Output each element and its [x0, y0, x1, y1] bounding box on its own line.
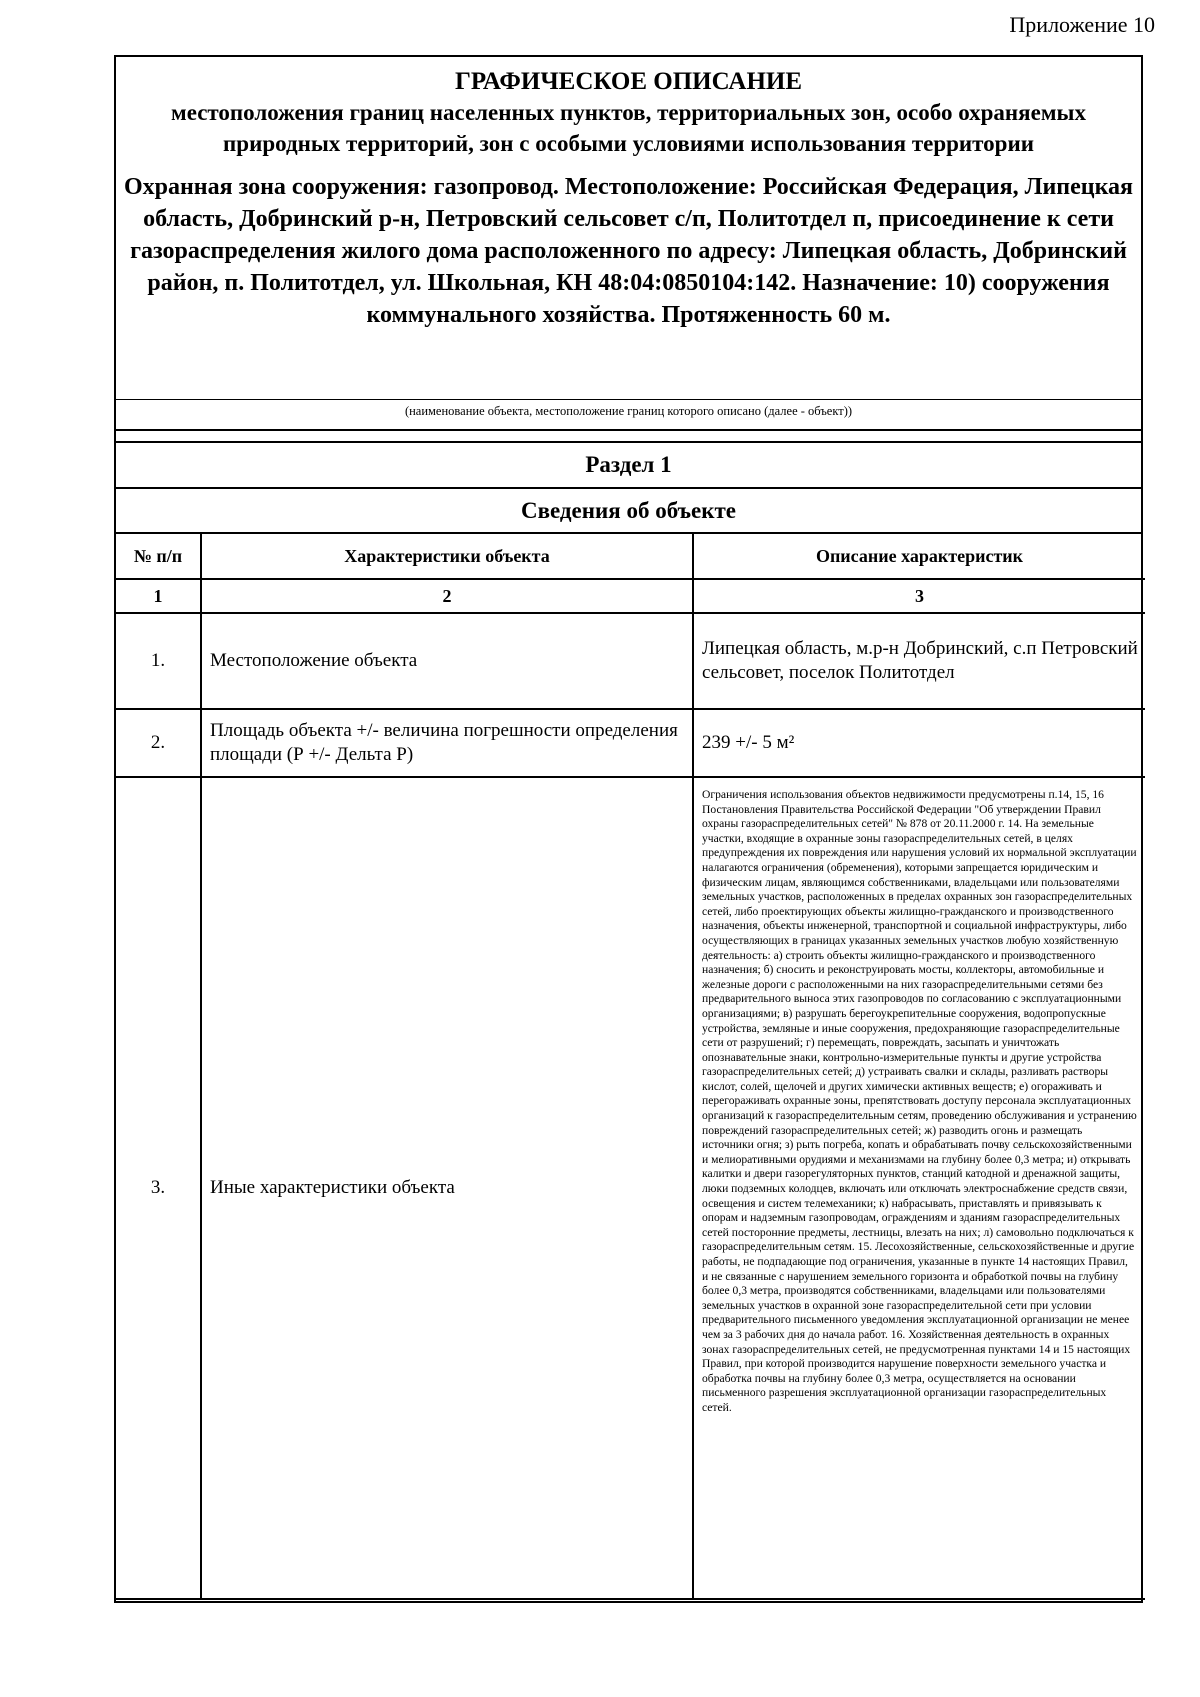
- document-header: [116, 57, 1141, 399]
- column-header: Характеристики объекта: [201, 534, 693, 579]
- table-row: [116, 613, 1145, 709]
- row-number: 2.: [116, 709, 201, 777]
- row-number: 1.: [116, 613, 201, 709]
- document-frame: [114, 55, 1143, 1603]
- section-title: Сведения об объекте: [116, 489, 1141, 534]
- object-name-hint: (наименование объекта, местоположение границ которого описано (далее - объект)): [116, 399, 1141, 431]
- row-number: 3.: [116, 777, 201, 1599]
- section-label: Раздел 1: [116, 443, 1141, 489]
- table-row: [116, 709, 1145, 777]
- spacer-band: [116, 431, 1141, 443]
- table-row: [116, 777, 1145, 1599]
- column-number: 1: [116, 579, 201, 613]
- table-header-row: [116, 534, 1145, 579]
- object-info-table: [116, 534, 1145, 1600]
- appendix-label: Приложение 10: [1009, 12, 1155, 37]
- row-characteristic: Иные характеристики объекта: [201, 777, 693, 1599]
- row-characteristic: Площадь объекта +/- величина погрешности определения площади (Р +/- Дельта Р): [201, 709, 693, 777]
- column-header: № п/п: [116, 534, 201, 579]
- document-subtitle: местоположения границ населенных пунктов, территориальных зон, особо охраняемых природных территорий, зон с особыми условиями использования территории: [171, 100, 1086, 156]
- column-header: Описание характеристик: [693, 534, 1145, 579]
- row-description: 239 +/- 5 м²: [693, 709, 1145, 777]
- column-number-row: [116, 579, 1145, 613]
- row-description: Ограничения использования объектов недвижимости предусмотрены п.14, 15, 16 Постановления Правительства Российской Федерации "Об утверждении Правил охраны газораспределительных сетей" № 878 от 20.11.2000 г. 14. На земельные участки, входящие в охранные зоны газораспределительных сетей, в целях предупреждения их повреждения или нарушения условий их нормальной эксплуатации налагаются ограничения (обременения), которыми запрещается юридическим и физическим лицам, являющимся собственниками, владельцами или пользователями земельных участков, расположенных в пределах охранных зон газораспределительных сетей, либо проектирующих объекты жилищно-гражданского и производственного назначения, объекты инженерной, транспортной и социальной инфраструктуры, либо осуществляющих в границах указанных земельных участков любую хозяйственную деятельность: а) строить объекты жилищно-гражданского и производственного назначения; б) сносить и реконструировать мосты, коллекторы, автомобильные и железные дороги с расположенными на них газораспределительными сетями без предварительного выноса этих газопроводов по согласованию с эксплуатационными организациями; в) разрушать берегоукрепительные сооружения, водопропускные устройства, земляные и иные сооружения, предохраняющие газораспределительные сети от разрушений; г) перемещать, повреждать, засыпать и уничтожать опознавательные знаки, контрольно-измерительные пункты и другие устройства газораспределительных сетей; д) устраивать свалки и склады, разливать растворы кислот, солей, щелочей и других химически активных веществ; е) огораживать и перегораживать охранные зоны, препятствовать доступу персонала эксплуатационных организаций к газораспределительным сетям, проведению обслуживания и устранению повреждений газораспределительных сетей; ж) разводить огонь и размещать источники огня; з) рыть погреба, копать и обрабатывать почву сельскохозяйственными и мелиоративными орудиями и механизмами на глубину более 0,3 метра; и) открывать калитки и двери газорегуляторных пунктов, станций катодной и дренажной защиты, люки подземных колодцев, включать или отключать электроснабжение средств связи, освещения и систем телемеханики; к) набрасывать, приставлять и привязывать к опорам и надземным газопроводам, ограждениям и зданиям газораспределительных сетей посторонние предметы, лестницы, влезать на них; л) самовольно подключаться к газораспределительным сетям. 15. Лесохозяйственные, сельскохозяйственные и другие работы, не подпадающие под ограничения, указанные в пункте 14 настоящих Правил, и не связанные с нарушением земельного горизонта и обработкой почвы на глубину более 0,3 метра, производятся собственниками, владельцами или пользователями земельных участков в охранной зоне газораспределительной сети при условии предварительного письменного уведомления эксплуатационной организации не менее чем за 3 рабочих дня до начала работ. 16. Хозяйственная деятельность в охранных зонах газораспределительных сетей, не предусмотренная пунктами 14 и 15 настоящих Правил, при которой производится нарушение поверхности земельного участка и обработка почвы на глубину более 0,3 метра, осуществляется на основании письменного разрешения эксплуатационной организации газораспределительных сетей.: [693, 777, 1145, 1599]
- document-title: ГРАФИЧЕСКОЕ ОПИСАНИЕ: [454, 68, 803, 95]
- column-number: 3: [693, 579, 1145, 613]
- object-name: Охранная зона сооружения: газопровод. Местоположение: Российская Федерация, Липецкая область, Добринский р-н, Петровский сельсовет с/п, Политотдел п, присоединение к сети газораспределения жилого дома расположенного по адресу: Липецкая область, Добринский район, п. Политотдел, ул. Школьная, КН 48:04:0850104:142. Назначение: 10) сооружения коммунального хозяйства. Протяженность 60 м.: [123, 174, 1134, 328]
- row-description: Липецкая область, м.р-н Добринский, с.п Петровский сельсовет, поселок Политотдел: [693, 613, 1145, 709]
- row-characteristic: Местоположение объекта: [201, 613, 693, 709]
- column-number: 2: [201, 579, 693, 613]
